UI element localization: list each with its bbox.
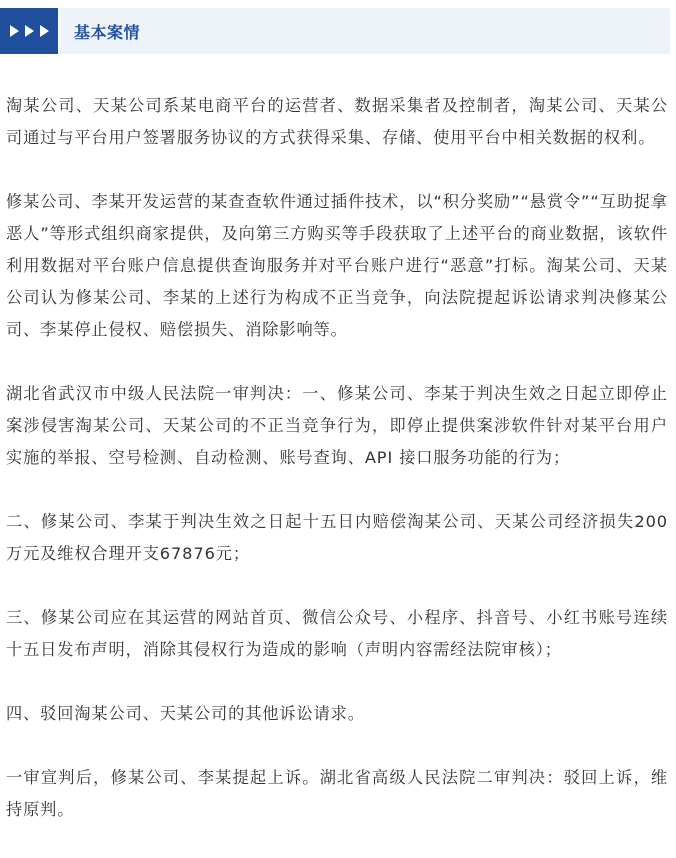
paragraph-first-instance-item-3: 三、修某公司应在其运营的网站首页、微信公众号、小程序、抖音号、小红书账号连续十五日发布声明，消除其侵权行为造成的影响（声明内容需经法院审核）； <box>6 608 668 659</box>
section-header <box>0 8 670 54</box>
paragraph-gap <box>6 474 668 506</box>
paragraph-first-instance-item-2: 二、修某公司、李某于判决生效之日起十五日内赔偿淘某公司、天某公司经济损失200万元及维权合理开支67876元； <box>6 512 668 563</box>
paragraph-first-instance-item-4: 四、驳回淘某公司、天某公司的其他诉讼请求。 <box>6 704 365 723</box>
paragraph-gap <box>6 154 668 186</box>
section-title: 基本案情 <box>74 22 141 42</box>
header-divider <box>58 8 60 54</box>
arrow-icon <box>10 25 19 37</box>
arrow-icon <box>25 25 34 37</box>
paragraph-case-background: 淘某公司、天某公司系某电商平台的运营者、数据采集者及控制者，淘某公司、天某公司通过与平台用户签署服务协议的方式获得采集、存储、使用平台中相关数据的权利。 <box>6 96 668 147</box>
paragraph-gap <box>6 346 668 378</box>
article-body <box>6 90 668 826</box>
paragraph-second-instance: 一审宣判后，修某公司、李某提起上诉。湖北省高级人民法院二审判决：驳回上诉，维持原判。 <box>6 768 668 819</box>
paragraph-gap <box>6 570 668 602</box>
triple-arrow-icon <box>0 8 58 54</box>
arrow-icon <box>40 25 49 37</box>
paragraph-gap <box>6 666 668 698</box>
paragraph-first-instance-item-1: 湖北省武汉市中级人民法院一审判决：一、修某公司、李某于判决生效之日起立即停止案涉侵害淘某公司、天某公司的不正当竞争行为，即停止提供案涉软件针对某平台用户实施的举报、空号检测、自动检测、账号查询、API 接口服务功能的行为； <box>6 384 668 467</box>
paragraph-gap <box>6 730 668 762</box>
paragraph-defendant-conduct: 修某公司、李某开发运营的某查查软件通过插件技术，以“积分奖励”“悬赏令”“互助捉拿恶人”等形式组织商家提供，及向第三方购买等手段获取了上述平台的商业数据，该软件利用数据对平台账户信息提供查询服务并对平台账户进行“恶意”打标。淘某公司、天某公司认为修某公司、李某的上述行为构成不正当竞争，向法院提起诉讼请求判决修某公司、李某停止侵权、赔偿损失、消除影响等。 <box>6 192 668 339</box>
